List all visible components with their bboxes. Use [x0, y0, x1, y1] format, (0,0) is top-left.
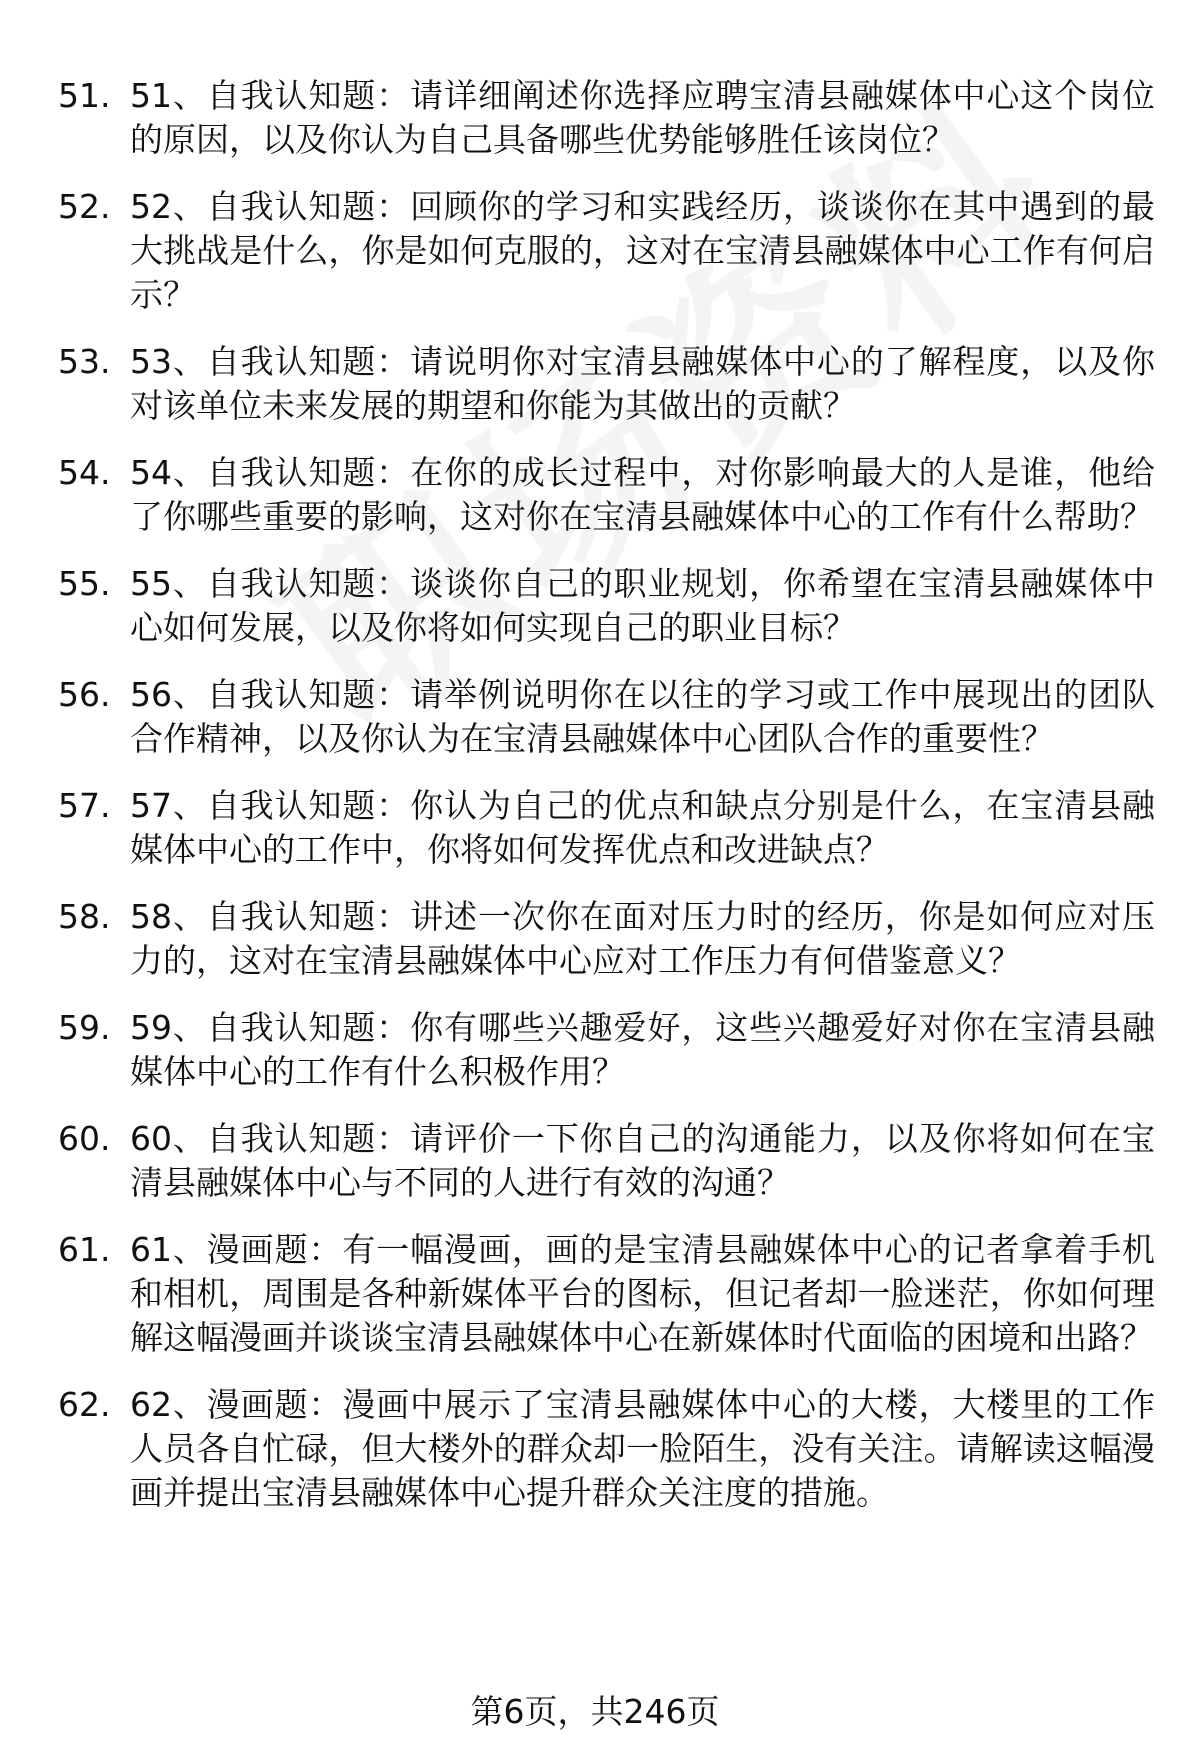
- question-number: 56.: [58, 675, 111, 714]
- question-item: [0, 895, 1155, 983]
- question-text: 55、自我认知题：谈谈你自己的职业规划，你希望在宝清县融媒体中心如何发展，以及你将如何实现自己的职业目标？: [130, 564, 1155, 647]
- question-text: 58、自我认知题：讲述一次你在面对压力时的经历，你是如何应对压力的，这对在宝清县融媒体中心应对工作压力有何借鉴意义？: [130, 897, 1155, 980]
- question-text: 52、自我认知题：回顾你的学习和实践经历，谈谈你在其中遇到的最大挑战是什么，你是如何克服的，这对在宝清县融媒体中心工作有何启示？: [130, 187, 1155, 314]
- question-number: 58.: [58, 897, 111, 936]
- question-item: [0, 673, 1155, 761]
- question-number: 55.: [58, 564, 111, 603]
- question-text: 56、自我认知题：请举例说明你在以往的学习或工作中展现出的团队合作精神，以及你认为在宝清县融媒体中心团队合作的重要性？: [130, 675, 1155, 758]
- question-text: 57、自我认知题：你认为自己的优点和缺点分别是什么，在宝清县融媒体中心的工作中，你将如何发挥优点和改进缺点？: [130, 786, 1155, 869]
- question-number: 59.: [58, 1008, 111, 1047]
- question-item: [0, 74, 1155, 162]
- question-item: [0, 1117, 1155, 1205]
- question-text: 54、自我认知题：在你的成长过程中，对你影响最大的人是谁，他给了你哪些重要的影响，这对你在宝清县融媒体中心的工作有什么帮助？: [130, 453, 1155, 536]
- page-number-footer: 第6页，共246页: [470, 1692, 720, 1731]
- question-item: [0, 185, 1155, 317]
- question-text: 53、自我认知题：请说明你对宝清县融媒体中心的了解程度，以及你对该单位未来发展的期望和你能为其做出的贡献？: [130, 342, 1155, 425]
- question-number: 61.: [58, 1230, 111, 1269]
- question-number: 57.: [58, 786, 111, 825]
- question-text: 62、漫画题：漫画中展示了宝清县融媒体中心的大楼，大楼里的工作人员各自忙碌，但大楼外的群众却一脸陌生，没有关注。请解读这幅漫画并提出宝清县融媒体中心提升群众关注度的措施。: [130, 1385, 1155, 1512]
- question-number: 53.: [58, 342, 111, 381]
- question-number: 52.: [58, 187, 111, 226]
- question-text: 51、自我认知题：请详细阐述你选择应聘宝清县融媒体中心这个岗位的原因，以及你认为自己具备哪些优势能够胜任该岗位？: [130, 76, 1155, 159]
- question-number: 62.: [58, 1385, 111, 1424]
- question-item: [0, 1228, 1155, 1360]
- question-number: 60.: [58, 1119, 111, 1158]
- question-item: [0, 1383, 1155, 1515]
- question-number: 54.: [58, 453, 111, 492]
- question-item: [0, 340, 1155, 428]
- question-item: [0, 784, 1155, 872]
- question-text: 60、自我认知题：请评价一下你自己的沟通能力，以及你将如何在宝清县融媒体中心与不同的人进行有效的沟通？: [130, 1119, 1155, 1202]
- question-item: [0, 451, 1155, 539]
- question-number: 51.: [58, 76, 111, 115]
- question-item: [0, 1006, 1155, 1094]
- question-text: 61、漫画题：有一幅漫画，画的是宝清县融媒体中心的记者拿着手机和相机，周围是各种新媒体平台的图标，但记者却一脸迷茫，你如何理解这幅漫画并谈谈宝清县融媒体中心在新媒体时代面临的困境和出路？: [130, 1230, 1155, 1357]
- question-text: 59、自我认知题：你有哪些兴趣爱好，这些兴趣爱好对你在宝清县融媒体中心的工作有什么积极作用？: [130, 1008, 1155, 1091]
- question-item: [0, 562, 1155, 650]
- question-list: [0, 74, 1190, 1538]
